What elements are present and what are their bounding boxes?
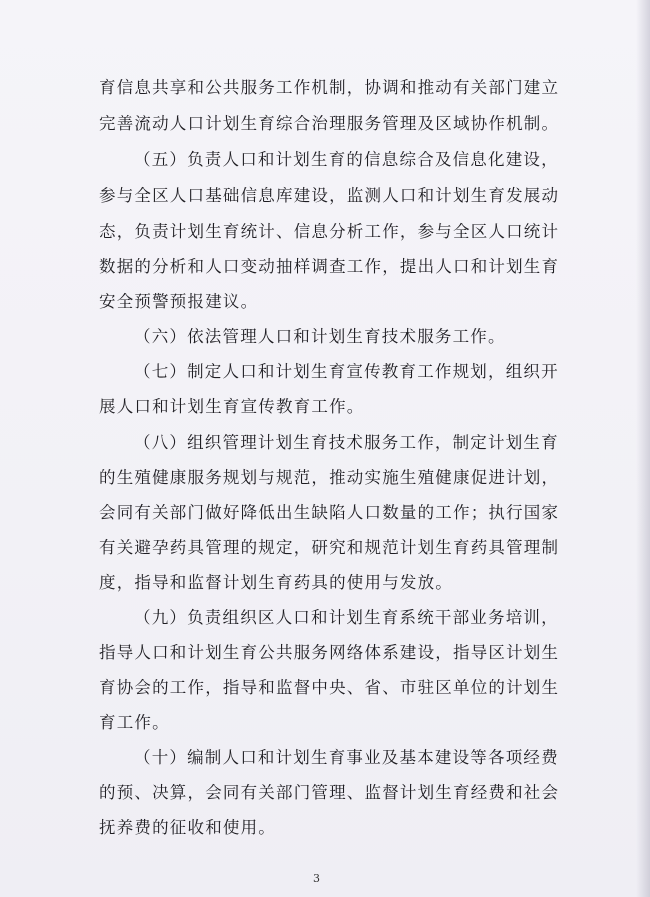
text-line: 的预、决算，会同有关部门管理、监督计划生育经费和社会 <box>99 783 560 802</box>
paragraph-heading-9: （九）负责组织区人口和计划生育系统干部业务培训， <box>134 608 559 627</box>
text-line: 育信息共享和公共服务工作机制，协调和推动有关部门建立 <box>99 78 560 97</box>
text-line: 安全预警预报建议。 <box>99 292 259 311</box>
text-line: 的生殖健康服务规划与规范，推动实施生殖健康促进计划， <box>99 468 560 487</box>
paragraph-heading-5: （五）负责人口和计划生育的信息综合及信息化建设， <box>134 150 559 169</box>
paragraph-heading-10: （十）编制人口和计划生育事业及基本建设等各项经费 <box>134 748 559 767</box>
text-line: 完善流动人口计划生育综合治理服务管理及区域协作机制。 <box>99 114 560 133</box>
text-line: 展人口和计划生育宣传教育工作。 <box>99 397 365 416</box>
text-line: 会同有关部门做好降低出生缺陷人口数量的工作；执行国家 <box>99 503 560 522</box>
text-line: 有关避孕药具管理的规定，研究和规范计划生育药具管理制 <box>99 538 560 557</box>
scan-edge-shadow <box>636 0 650 897</box>
text-line: 育协会的工作，指导和监督中央、省、市驻区单位的计划生 <box>99 678 560 697</box>
text-line: 指导人口和计划生育公共服务网络体系建设，指导区计划生 <box>99 643 560 662</box>
paragraph-heading-8: （八）组织管理计划生育技术服务工作，制定计划生育 <box>134 433 559 452</box>
page-number: 3 <box>313 872 320 885</box>
text-line: 参与全区人口基础信息库建设，监测人口和计划生育发展动 <box>99 186 560 205</box>
text-line: 态，负责计划生育统计、信息分析工作，参与全区人口统计 <box>99 222 560 241</box>
paragraph-heading-7: （七）制定人口和计划生育宣传教育工作规划，组织开 <box>134 362 559 381</box>
text-line: 数据的分析和人口变动抽样调查工作，提出人口和计划生育 <box>99 257 560 276</box>
text-line: 抚养费的征收和使用。 <box>99 818 276 837</box>
paragraph-heading-6: （六）依法管理人口和计划生育技术服务工作。 <box>134 327 506 346</box>
text-line: 育工作。 <box>99 713 170 732</box>
text-line: 度，指导和监督计划生育药具的使用与发放。 <box>99 573 453 592</box>
